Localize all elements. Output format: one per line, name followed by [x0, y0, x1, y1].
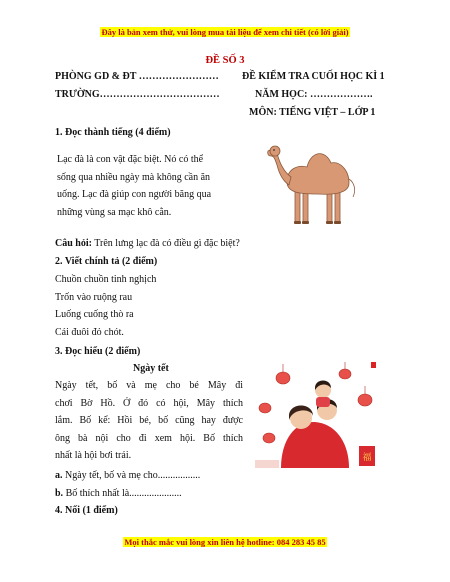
passage-line: sống qua nhiều ngày mà không cần ăn	[57, 171, 211, 183]
question-label: Câu hỏi:	[55, 238, 92, 249]
header-exam-name: ĐỀ KIỂM TRA CUỐI HỌC KÌ 1	[242, 71, 385, 82]
story-line: ông bà nội cho đi xem hội. Bố thích	[55, 432, 243, 444]
poem-line: Trốn vào ruộng rau	[55, 291, 133, 303]
poem-line: Chuồn chuồn tinh nghịch	[55, 274, 157, 285]
poem-line: Cái đuôi đỏ chót.	[55, 326, 124, 338]
top-banner-text: Đây là bản xem thử, vui lòng mua tài liệu để xem chi tiết (có lời giải)	[101, 27, 349, 37]
header-school: TRƯỜNG………………………………	[55, 89, 220, 100]
question-a-text: Ngày tết, bố và mẹ cho.................	[62, 470, 201, 481]
question-b-label: b.	[55, 488, 64, 499]
section1-question	[55, 238, 240, 249]
section4-heading: 4. Nối (1 điểm)	[55, 505, 118, 516]
story-line: chơi Bờ Hồ. Ở đó có hội, Mây thích	[55, 397, 243, 409]
passage-line: uống. Lạc đà giúp con người băng qua	[57, 189, 212, 200]
passage-line: những vùng sa mạc khô cằn.	[57, 206, 172, 218]
exam-title: ĐỀ SỐ 3	[205, 55, 245, 66]
top-preview-banner	[0, 27, 450, 37]
question-text: Trên lưng lạc đà có điều gì đặc biệt?	[91, 238, 240, 249]
poem-line: Luống cuống thò ra	[55, 309, 134, 320]
story-line: nhất là hội bơi trải.	[55, 450, 132, 461]
question-a-label: a.	[55, 470, 63, 481]
section1-passage	[57, 151, 257, 221]
camel-illustration	[265, 137, 365, 229]
section1-heading: 1. Đọc thành tiếng (4 điểm)	[55, 127, 171, 138]
story-passage	[55, 377, 243, 465]
story-line: lắm. Bố kể: Hồi bé, bố cũng hay được	[55, 415, 243, 426]
passage-line: Lạc đà là con vật đặc biệt. Nó có thể	[57, 154, 204, 165]
story-title: Ngày tết	[133, 363, 169, 374]
dictation-poem	[55, 271, 156, 341]
question-a	[55, 470, 200, 481]
header-department: PHÒNG GD & ĐT ……………………	[55, 71, 219, 82]
new-year-family-illustration	[253, 360, 378, 470]
bottom-hotline-banner	[0, 537, 450, 547]
header-subject: MÔN: TIẾNG VIỆT – LỚP 1	[249, 107, 376, 118]
header-school-year: NĂM HỌC: ……………….	[255, 89, 373, 100]
story-line: Ngày tết, bố và mẹ cho bé Mây đi	[55, 380, 243, 391]
bottom-banner-text: Mọi thắc mắc vui lòng xin liên hệ hotline: 084 283 45 85	[124, 537, 326, 547]
question-b	[55, 488, 182, 499]
section2-heading: 2. Viết chính tả (2 điểm)	[55, 256, 158, 267]
section3-heading: 3. Đọc hiểu (2 điểm)	[55, 346, 141, 357]
fu-poster-glyph: 福	[362, 453, 372, 463]
question-b-text: Bố thích nhất là.....................	[63, 488, 182, 499]
